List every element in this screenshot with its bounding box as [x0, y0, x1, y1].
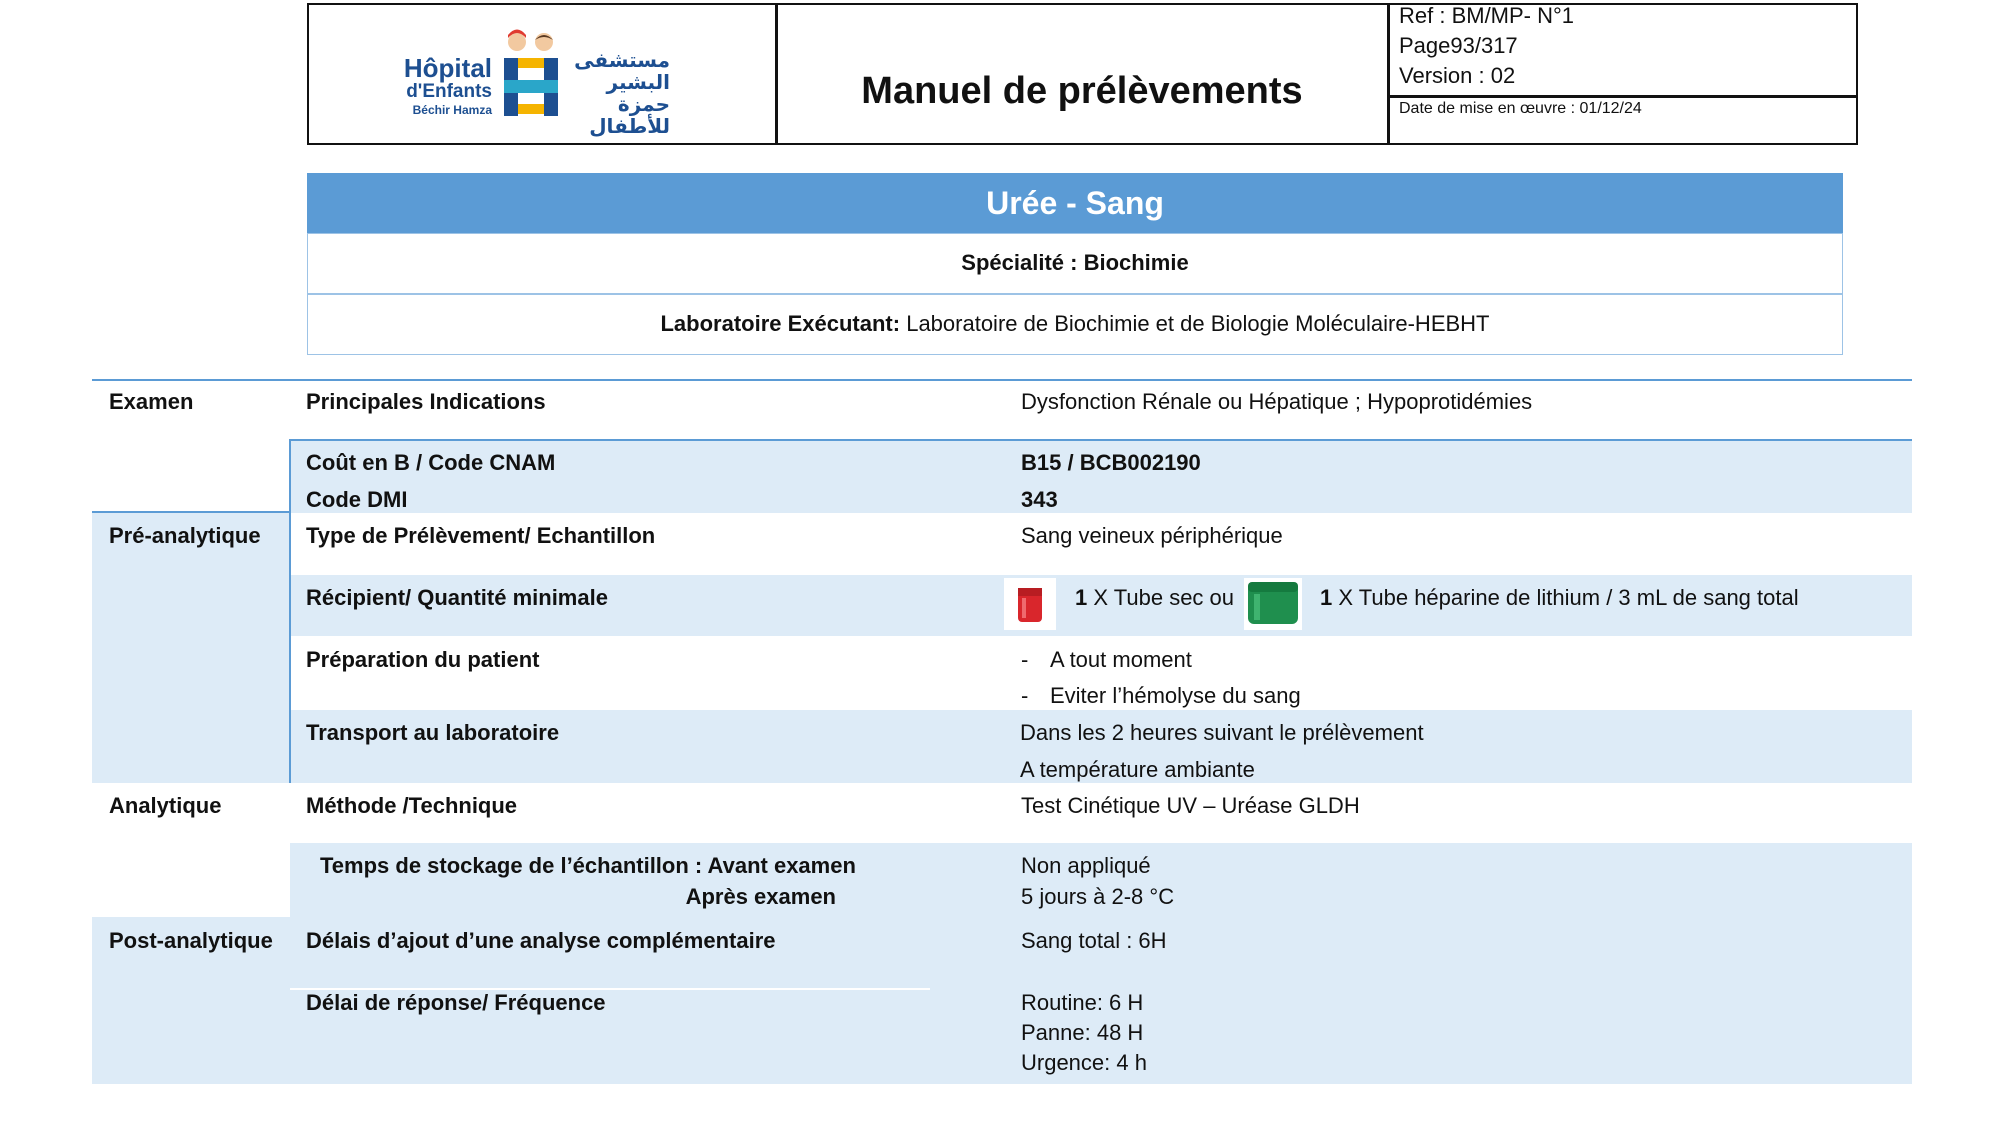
value-preparation-2: Eviter l’hémolyse du sang: [1050, 683, 1301, 708]
value-preparation-1: A tout moment: [1050, 647, 1192, 672]
logo-ar-line1: مستشفى: [574, 50, 670, 72]
label-type-prelevement: Type de Prélèvement/ Echantillon: [306, 523, 656, 548]
laboratoire-label: Laboratoire Exécutant:: [660, 311, 901, 336]
recipient-qty2: 1: [1320, 585, 1333, 610]
value-delais-ajout: Sang total : 6H: [1021, 928, 1167, 953]
specialite-box: [307, 233, 1843, 294]
label-methode: Méthode /Technique: [306, 793, 518, 818]
header-divider: [1387, 95, 1858, 98]
value-reponse-panne: Panne: 48 H: [1021, 1020, 1144, 1045]
label-delai-reponse: Délai de réponse/ Fréquence: [306, 990, 606, 1015]
logo-ar-line3: للأطفال: [589, 116, 670, 138]
document-title: Manuel de prélèvements: [861, 70, 1303, 112]
section-post-analytique: Post-analytique: [109, 928, 273, 953]
value-reponse-urgence: Urgence: 4 h: [1021, 1050, 1147, 1075]
header-divider: [1387, 3, 1390, 145]
label-indications: Principales Indications: [306, 389, 546, 414]
logo-text-fr: [392, 55, 492, 117]
recipient-tube1: [1075, 584, 1234, 612]
value-transport-1: Dans les 2 heures suivant le prélèvement: [1020, 720, 1424, 745]
section-analytique: Analytique: [109, 793, 222, 818]
section-examen: Examen: [109, 389, 194, 414]
section-pre-analytique: Pré-analytique: [109, 523, 261, 548]
label-recipient: Récipient/ Quantité minimale: [306, 585, 608, 610]
recipient-text2: X Tube héparine de lithium / 3 mL de sang total: [1332, 585, 1799, 610]
value-type-prelevement: Sang veineux périphérique: [1021, 523, 1283, 548]
table-top-rule: [92, 379, 1912, 381]
row-rule: [92, 511, 290, 513]
value-methode: Test Cinétique UV – Uréase GLDH: [1021, 793, 1360, 818]
implementation-date: Date de mise en œuvre : 01/12/24: [1399, 100, 1642, 117]
analysis-title: Urée - Sang: [307, 173, 1843, 233]
recipient-tube2: [1320, 584, 1799, 612]
green-cap-tube-icon: [1244, 578, 1302, 630]
label-cout: Coût en B / Code CNAM: [306, 450, 556, 475]
ref-number: Ref : BM/MP- N°1: [1399, 3, 1575, 28]
label-preparation: Préparation du patient: [306, 647, 540, 672]
value-stockage-avant: Non appliqué: [1021, 853, 1151, 878]
logo-text-ar: [566, 50, 670, 138]
recipient-qty1: 1: [1075, 585, 1088, 610]
value-transport-2: A température ambiante: [1020, 757, 1255, 782]
logo-line2: d'Enfants: [406, 81, 492, 102]
label-delais-ajout: Délais d’ajout d’une analyse complémentaire: [306, 928, 776, 953]
row-rule: [290, 439, 1912, 441]
laboratoire-box: [307, 294, 1843, 355]
bullet: -: [1021, 647, 1029, 672]
value-stockage-apres: 5 jours à 2-8 °C: [1021, 884, 1175, 909]
column-rule: [289, 439, 291, 513]
value-indications: Dysfonction Rénale ou Hépatique ; Hypoprotidémies: [1021, 389, 1533, 414]
label-transport: Transport au laboratoire: [306, 720, 560, 745]
label-stockage-apres: Après examen: [685, 884, 836, 909]
laboratoire-value: Laboratoire de Biochimie et de Biologie Moléculaire-HEBHT: [900, 311, 1490, 336]
section-bg-pre: [92, 513, 290, 783]
value-cout: B15 / BCB002190: [1021, 450, 1201, 475]
label-dmi: Code DMI: [306, 487, 408, 512]
bullet: -: [1021, 683, 1029, 708]
logo-line3: Béchir Hamza: [412, 103, 492, 117]
specialite-label: Spécialité : Biochimie: [961, 250, 1189, 275]
value-reponse-routine: Routine: 6 H: [1021, 990, 1144, 1015]
column-rule: [289, 513, 291, 783]
logo-ar-line2: البشير حمزة: [606, 72, 670, 116]
logo-icon: [498, 28, 564, 120]
logo-line1: Hôpital: [403, 53, 492, 83]
label-stockage-avant: Temps de stockage de l’échantillon : Avant examen: [320, 853, 856, 878]
page-number: Page93/317: [1399, 33, 1518, 58]
version: Version : 02: [1399, 63, 1516, 88]
red-cap-tube-icon: [1004, 578, 1056, 630]
value-dmi: 343: [1021, 487, 1058, 512]
recipient-text1: X Tube sec ou: [1087, 585, 1235, 610]
